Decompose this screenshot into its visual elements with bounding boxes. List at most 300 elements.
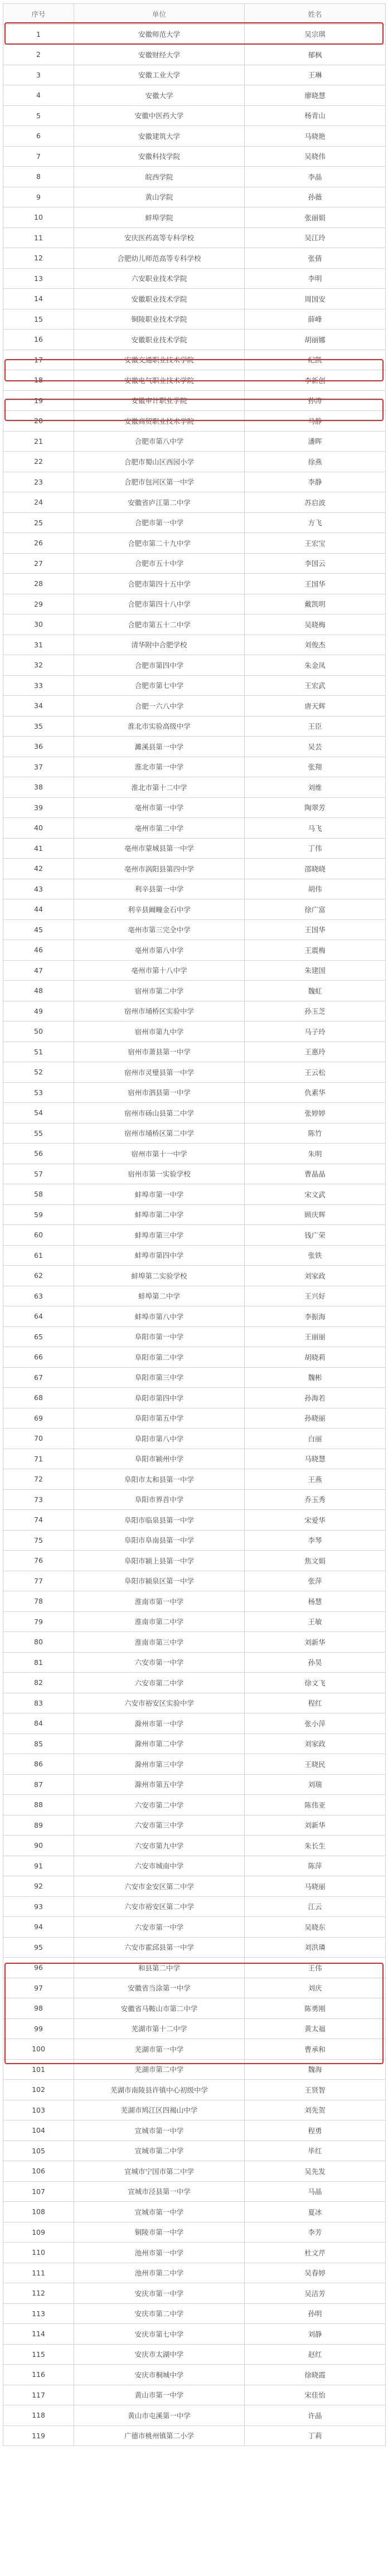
table-row (3, 1001, 386, 1021)
row-name: 李国云 (245, 553, 386, 574)
row-name: 钱广荣 (245, 1225, 386, 1246)
table-row (3, 899, 386, 920)
row-index: 8 (3, 167, 74, 187)
row-unit: 安徽财经大学 (74, 45, 245, 65)
table-row (3, 1326, 386, 1347)
row-unit: 阜阳市第八中学 (74, 1429, 245, 1449)
row-unit: 芜湖市第二中学 (74, 2059, 245, 2080)
row-unit: 安徽建筑大学 (74, 126, 245, 147)
row-unit: 宿州市埇桥区第二中学 (74, 1123, 245, 1144)
row-index: 61 (3, 1245, 74, 1266)
row-unit: 蚌埠市第四中学 (74, 1245, 245, 1266)
table-row (3, 1347, 386, 1368)
row-unit: 亳州市涡阳县第四中学 (74, 859, 245, 879)
table-row (3, 879, 386, 899)
row-index: 75 (3, 1530, 74, 1551)
row-unit: 淮北市实验高级中学 (74, 716, 245, 737)
table-row (3, 2263, 386, 2283)
row-unit: 安徽省当涂第一中学 (74, 1978, 245, 1998)
row-name: 孙昊 (245, 1652, 386, 1673)
header-index: 序号 (3, 4, 74, 25)
row-index: 31 (3, 635, 74, 655)
row-unit: 安徽审计职业学院 (74, 390, 245, 411)
row-name: 李新创 (245, 370, 386, 391)
table-row (3, 472, 386, 492)
table-row (3, 1713, 386, 1734)
row-unit: 黄山市屯溪第一中学 (74, 2405, 245, 2426)
row-unit: 蚌埠市第一中学 (74, 1184, 245, 1205)
row-name: 程勇 (245, 2120, 386, 2141)
row-name: 丁伟 (245, 838, 386, 859)
row-name: 方飞 (245, 512, 386, 533)
row-name: 苏启波 (245, 492, 386, 513)
row-index: 96 (3, 1958, 74, 1978)
table-row (3, 2039, 386, 2060)
row-name: 廖晓慧 (245, 85, 386, 106)
table-row (3, 1571, 386, 1591)
row-name: 刘家政 (245, 1266, 386, 1286)
row-unit: 六安市第二中学 (74, 1795, 245, 1815)
row-unit: 芜湖市第一中学 (74, 2039, 245, 2060)
row-index: 46 (3, 940, 74, 961)
row-unit: 六安市第一中学 (74, 1917, 245, 1938)
table-row (3, 2100, 386, 2120)
row-unit: 安徽商贸职业技术学院 (74, 411, 245, 432)
table-row (3, 614, 386, 635)
row-index: 12 (3, 248, 74, 269)
table-row (3, 1367, 386, 1388)
row-name: 宋佳怡 (245, 2385, 386, 2405)
table-row (3, 187, 386, 207)
row-name: 刘维 (245, 777, 386, 798)
table-row (3, 838, 386, 859)
row-unit: 宿州市泗县第一中学 (74, 1082, 245, 1103)
row-index: 28 (3, 574, 74, 594)
row-index: 104 (3, 2120, 74, 2141)
row-index: 33 (3, 675, 74, 696)
row-index: 49 (3, 1001, 74, 1021)
row-unit: 安庆市第二中学 (74, 2303, 245, 2324)
row-index: 107 (3, 2181, 74, 2202)
row-name: 孙玉芝 (245, 1001, 386, 1021)
row-index: 100 (3, 2039, 74, 2060)
row-unit: 蚌埠第二中学 (74, 1286, 245, 1306)
row-unit: 安徽电气职业技术学院 (74, 370, 245, 391)
row-index: 119 (3, 2425, 74, 2446)
row-unit: 宣城市第二中学 (74, 2141, 245, 2161)
table-row (3, 777, 386, 798)
row-unit: 亳州市第三完全中学 (74, 919, 245, 940)
row-name: 孙薇 (245, 187, 386, 207)
row-unit: 阜阳市第五中学 (74, 1408, 245, 1429)
row-index: 7 (3, 146, 74, 167)
row-name: 王国华 (245, 574, 386, 594)
table-row (3, 1632, 386, 1653)
table-row (3, 2080, 386, 2100)
row-unit: 蚌埠市第三中学 (74, 1225, 245, 1246)
row-name: 吴洁芳 (245, 2283, 386, 2304)
row-index: 73 (3, 1489, 74, 1510)
table-row (3, 1510, 386, 1531)
table-row (3, 126, 386, 147)
row-name: 宋文武 (245, 1184, 386, 1205)
table-row (3, 370, 386, 391)
row-index: 54 (3, 1103, 74, 1124)
row-name: 薛峰 (245, 309, 386, 330)
table-row (3, 655, 386, 676)
row-unit: 合肥市第四中学 (74, 655, 245, 676)
table-row (3, 85, 386, 106)
row-unit: 安徽工业大学 (74, 65, 245, 85)
table-row (3, 1062, 386, 1083)
row-index: 88 (3, 1795, 74, 1815)
table-row (3, 1449, 386, 1469)
table-row (3, 1429, 386, 1449)
row-unit: 六安市霍邱县第一中学 (74, 1937, 245, 1958)
row-index: 98 (3, 1998, 74, 2019)
row-unit: 合肥市第七中学 (74, 675, 245, 696)
table-row (3, 1815, 386, 1836)
table-row (3, 2141, 386, 2161)
table-row (3, 1306, 386, 1327)
table-row (3, 227, 386, 248)
row-unit: 铜陵市第一中学 (74, 2222, 245, 2243)
row-name: 王贤智 (245, 2080, 386, 2100)
row-unit: 芜湖市南陵县许镇中心初级中学 (74, 2080, 245, 2100)
row-name: 刘家政 (245, 1734, 386, 1754)
row-index: 23 (3, 472, 74, 492)
row-index: 32 (3, 655, 74, 676)
row-index: 87 (3, 1774, 74, 1795)
row-index: 42 (3, 859, 74, 879)
row-index: 18 (3, 370, 74, 391)
row-name: 张婷婷 (245, 1103, 386, 1124)
row-unit: 六安市第二中学 (74, 1673, 245, 1693)
row-name: 孙明 (245, 2303, 386, 2324)
row-name: 刘俊杰 (245, 635, 386, 655)
table-row (3, 330, 386, 350)
row-unit: 广德市桃州镇第二小学 (74, 2425, 245, 2446)
row-unit: 阜阳市颍上县第一中学 (74, 1551, 245, 1571)
table-row (3, 1042, 386, 1062)
table-row (3, 2283, 386, 2304)
row-name: 杨慧 (245, 1591, 386, 1612)
row-unit: 安徽科技学院 (74, 146, 245, 167)
row-name: 马晓慧 (245, 1449, 386, 1469)
table-row (3, 553, 386, 574)
row-name: 胡丽娜 (245, 330, 386, 350)
row-name: 朱明 (245, 1144, 386, 1164)
row-index: 90 (3, 1836, 74, 1856)
table-row (3, 2303, 386, 2324)
row-name: 王兴好 (245, 1286, 386, 1306)
row-unit: 亳州市第一中学 (74, 797, 245, 818)
table-row (3, 1164, 386, 1184)
table-row (3, 940, 386, 961)
table-row (3, 492, 386, 513)
row-index: 116 (3, 2365, 74, 2385)
table-row (3, 289, 386, 309)
roster-table (3, 3, 386, 2446)
table-row (3, 24, 386, 45)
row-name: 仇素华 (245, 1082, 386, 1103)
table-row (3, 1937, 386, 1958)
row-name: 顾庆辉 (245, 1204, 386, 1225)
row-unit: 黄山市第一中学 (74, 2385, 245, 2405)
table-row (3, 675, 386, 696)
row-index: 118 (3, 2405, 74, 2426)
row-index: 52 (3, 1062, 74, 1083)
row-index: 63 (3, 1286, 74, 1306)
row-name: 王国华 (245, 919, 386, 940)
row-unit: 宿州市灵璧县第一中学 (74, 1062, 245, 1083)
table-row (3, 1408, 386, 1429)
table-row (3, 2405, 386, 2426)
row-unit: 合肥市第八中学 (74, 431, 245, 452)
row-index: 19 (3, 390, 74, 411)
row-unit: 亳州市第八中学 (74, 940, 245, 961)
row-index: 94 (3, 1917, 74, 1938)
row-name: 吴江玲 (245, 227, 386, 248)
row-unit: 铜陵职业技术学院 (74, 309, 245, 330)
row-index: 77 (3, 1571, 74, 1591)
row-name: 王惠玲 (245, 1042, 386, 1062)
row-unit: 阜阳市太和县第一中学 (74, 1469, 245, 1490)
table-row (3, 390, 386, 411)
row-name: 徐文飞 (245, 1673, 386, 1693)
row-index: 103 (3, 2100, 74, 2120)
row-index: 60 (3, 1225, 74, 1246)
row-name: 张铁 (245, 1245, 386, 1266)
table-row (3, 1245, 386, 1266)
row-name: 毕红 (245, 2141, 386, 2161)
row-unit: 六安市裕安区第二中学 (74, 1896, 245, 1917)
row-unit: 合肥幼儿师范高等专科学校 (74, 248, 245, 269)
row-name: 王震梅 (245, 940, 386, 961)
table-row (3, 2161, 386, 2182)
table-row (3, 512, 386, 533)
row-index: 62 (3, 1266, 74, 1286)
row-unit: 安徽省马鞍山市第二中学 (74, 1998, 245, 2019)
row-unit: 合肥市蜀山区西园小学 (74, 452, 245, 472)
row-name: 马晓丽 (245, 1876, 386, 1897)
row-index: 80 (3, 1632, 74, 1653)
row-index: 48 (3, 981, 74, 1001)
table-row (3, 594, 386, 614)
row-unit: 淮北市第一中学 (74, 757, 245, 777)
row-unit: 合肥市第四十八中学 (74, 594, 245, 614)
table-row (3, 1876, 386, 1897)
row-index: 117 (3, 2385, 74, 2405)
row-unit: 清华附中合肥学校 (74, 635, 245, 655)
row-index: 24 (3, 492, 74, 513)
table-row (3, 2344, 386, 2365)
row-unit: 宣城市第一中学 (74, 2202, 245, 2222)
row-unit: 安徽省庐江第二中学 (74, 492, 245, 513)
row-index: 74 (3, 1510, 74, 1531)
table-row (3, 818, 386, 839)
row-index: 68 (3, 1388, 74, 1408)
table-row (3, 1225, 386, 1246)
row-index: 92 (3, 1876, 74, 1897)
row-index: 102 (3, 2080, 74, 2100)
table-row (3, 1266, 386, 1286)
row-index: 43 (3, 879, 74, 899)
row-name: 吴芸 (245, 737, 386, 757)
row-index: 16 (3, 330, 74, 350)
row-name: 王臣 (245, 716, 386, 737)
table-row (3, 1489, 386, 1510)
row-name: 张翔 (245, 757, 386, 777)
row-unit: 黄山学院 (74, 187, 245, 207)
table-row (3, 1469, 386, 1490)
row-index: 83 (3, 1693, 74, 1713)
row-index: 39 (3, 797, 74, 818)
table-row (3, 1103, 386, 1124)
table-row (3, 919, 386, 940)
row-unit: 合肥市第一中学 (74, 512, 245, 533)
row-index: 5 (3, 105, 74, 126)
row-index: 70 (3, 1429, 74, 1449)
row-name: 王丽丽 (245, 1326, 386, 1347)
row-index: 41 (3, 838, 74, 859)
row-name: 许晶 (245, 2405, 386, 2426)
row-unit: 滁州市第五中学 (74, 1774, 245, 1795)
row-index: 114 (3, 2324, 74, 2345)
row-unit: 和县第二中学 (74, 1958, 245, 1978)
row-index: 36 (3, 737, 74, 757)
row-index: 37 (3, 757, 74, 777)
row-index: 4 (3, 85, 74, 106)
row-unit: 宿州市第九中学 (74, 1021, 245, 1042)
table-row (3, 2365, 386, 2385)
table-row (3, 207, 386, 228)
row-name: 周国安 (245, 289, 386, 309)
table-row (3, 105, 386, 126)
row-index: 89 (3, 1815, 74, 1836)
row-name: 程红 (245, 1693, 386, 1713)
row-index: 27 (3, 553, 74, 574)
row-index: 2 (3, 45, 74, 65)
row-name: 吴晓梅 (245, 614, 386, 635)
row-name: 朱长生 (245, 1836, 386, 1856)
table-row (3, 1611, 386, 1632)
row-index: 26 (3, 533, 74, 554)
row-unit: 宣城市泾县第一中学 (74, 2181, 245, 2202)
row-name: 丁莉 (245, 2425, 386, 2446)
table-row (3, 1204, 386, 1225)
row-index: 9 (3, 187, 74, 207)
row-index: 79 (3, 1611, 74, 1632)
row-name: 陈萍 (245, 1856, 386, 1876)
row-unit: 阜阳市第四中学 (74, 1388, 245, 1408)
row-unit: 合肥市第四十五中学 (74, 574, 245, 594)
header-name: 姓名 (245, 4, 386, 25)
row-name: 黄太福 (245, 2018, 386, 2039)
row-index: 38 (3, 777, 74, 798)
row-unit: 阜阳市颍泉区第一中学 (74, 1571, 245, 1591)
row-index: 85 (3, 1734, 74, 1754)
row-index: 71 (3, 1449, 74, 1469)
row-unit: 阜阳市阜南县第一中学 (74, 1530, 245, 1551)
row-unit: 池州市第二中学 (74, 2263, 245, 2283)
row-name: 赵红 (245, 2344, 386, 2365)
row-index: 84 (3, 1713, 74, 1734)
row-unit: 安徽中医药大学 (74, 105, 245, 126)
row-index: 55 (3, 1123, 74, 1144)
row-name: 胡伟 (245, 879, 386, 899)
row-index: 113 (3, 2303, 74, 2324)
roster-table-container (3, 3, 385, 2446)
row-name: 朱建国 (245, 960, 386, 981)
row-index: 81 (3, 1652, 74, 1673)
row-name: 魏彬 (245, 1367, 386, 1388)
row-unit: 安庆市桐城中学 (74, 2365, 245, 2385)
row-unit: 宣城市第一中学 (74, 2120, 245, 2141)
row-unit: 六安市金安区第二中学 (74, 1876, 245, 1897)
row-unit: 宿州市第二中学 (74, 981, 245, 1001)
table-row (3, 1998, 386, 2019)
row-unit: 宿州市第一实验学校 (74, 1164, 245, 1184)
table-row (3, 2222, 386, 2243)
row-index: 15 (3, 309, 74, 330)
row-name: 戴凯明 (245, 594, 386, 614)
row-name: 孙涛 (245, 390, 386, 411)
row-name: 李静 (245, 472, 386, 492)
row-name: 孙海若 (245, 1388, 386, 1408)
row-unit: 亳州市第二中学 (74, 818, 245, 839)
row-unit: 六安市第一中学 (74, 1652, 245, 1673)
row-index: 40 (3, 818, 74, 839)
row-unit: 利辛县第一中学 (74, 879, 245, 899)
row-unit: 宿州市埇桥区实验中学 (74, 1001, 245, 1021)
row-name: 孙晓丽 (245, 1408, 386, 1429)
row-index: 111 (3, 2263, 74, 2283)
table-row (3, 1184, 386, 1205)
row-index: 47 (3, 960, 74, 981)
row-name: 徐晓霞 (245, 2365, 386, 2385)
row-unit: 亳州市第十八中学 (74, 960, 245, 981)
row-name: 吴晓伟 (245, 146, 386, 167)
row-name: 胡晓莉 (245, 1347, 386, 1368)
table-row (3, 167, 386, 187)
row-unit: 亳州市蒙城县第一中学 (74, 838, 245, 859)
row-unit: 阜阳市界首中学 (74, 1489, 245, 1510)
row-name: 张萍 (245, 1571, 386, 1591)
row-index: 65 (3, 1326, 74, 1347)
row-unit: 合肥市第五十二中学 (74, 614, 245, 635)
table-row (3, 248, 386, 269)
table-row (3, 411, 386, 432)
table-row (3, 1693, 386, 1713)
row-name: 马子玲 (245, 1021, 386, 1042)
table-row (3, 1144, 386, 1164)
row-index: 97 (3, 1978, 74, 1998)
row-unit: 滁州市第一中学 (74, 1713, 245, 1734)
row-index: 1 (3, 24, 74, 45)
table-row (3, 2324, 386, 2345)
row-index: 66 (3, 1347, 74, 1368)
table-row (3, 452, 386, 472)
table-row (3, 1978, 386, 1998)
row-name: 王燕 (245, 1469, 386, 1490)
row-index: 10 (3, 207, 74, 228)
header-unit: 单位 (74, 4, 245, 25)
row-unit: 宿州市砀山县第二中学 (74, 1103, 245, 1124)
table-header-row (3, 4, 386, 25)
table-row (3, 309, 386, 330)
table-row (3, 960, 386, 981)
